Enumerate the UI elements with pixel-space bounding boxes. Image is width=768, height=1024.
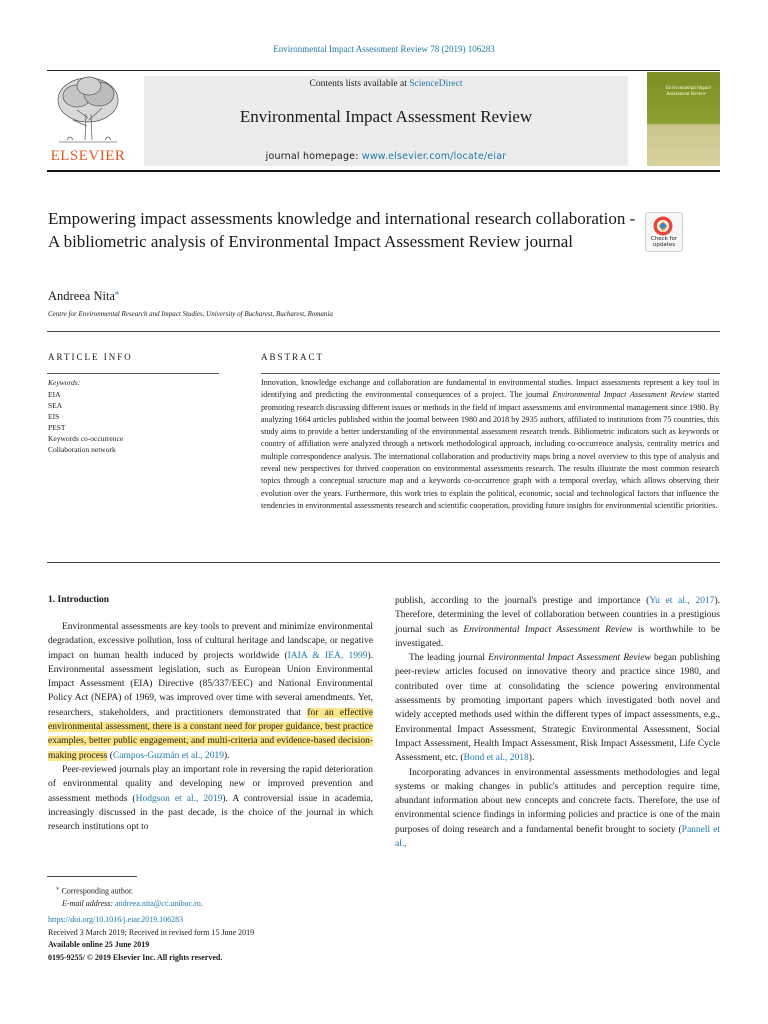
copyright-notice: 0195-9255/ © 2019 Elsevier Inc. All rights reserved. bbox=[48, 953, 223, 962]
abstract-divider bbox=[47, 562, 720, 563]
paragraph: publish, according to the journal's prestige and importance (Yu et al., 2017). Therefore, determining the level of collaboration between countries in a prestigious journal such as Environmental Impact Assessment Review is worthwhile to be investigated. bbox=[395, 596, 720, 649]
title-divider bbox=[47, 331, 720, 332]
paragraph: The leading journal Environmental Impact Assessment Review began publishing peer-review articles focused on innovative theory and practice since 1980, and contributed over time at consolidating the science powering environmental assessments by promoting important papers which investigated both novel and widely accepted methods used within the different types of impact assessments, e.g., Environmental Impact Assessment, Strategic Environmental Assessment, Social Impact Assessment, Health Impact Assessment, Risk Impact Assessment, Life Cycle Assessment, etc. (Bond et al., 2018). bbox=[395, 653, 720, 764]
keywords-label: Keywords: bbox=[48, 378, 81, 387]
citation-link[interactable]: Bond et al., 2018 bbox=[463, 753, 529, 764]
elsevier-tree-logo bbox=[47, 74, 129, 153]
abstract-body bbox=[261, 377, 719, 512]
crossmark-label: Check for updates bbox=[650, 236, 678, 248]
contents-prefix: Contents lists available at bbox=[309, 79, 410, 89]
journal-reference-link[interactable]: Environmental Impact Assessment Review 78 (2019) 106283 bbox=[273, 44, 495, 54]
footnote-rule bbox=[47, 876, 137, 877]
email-line: E-mail address: andreea.nita@cc.unibuc.ro. bbox=[62, 898, 203, 908]
abstract-text-part: Innovation, knowledge exchange and collaboration are fundamental in environmental studies. Impact assessments represent a key tool in identifying and predicting the environmental consequences of a project. The journal bbox=[261, 378, 719, 400]
citation-link[interactable]: Pannell et al., bbox=[395, 824, 720, 850]
sciencedirect-link[interactable]: ScienceDirect bbox=[409, 79, 463, 89]
article-dates bbox=[48, 927, 254, 951]
citation-link[interactable]: IAIA & IEA, 1999 bbox=[287, 650, 368, 661]
author-name bbox=[48, 288, 119, 304]
article-info-heading: ARTICLE INFO bbox=[48, 352, 133, 362]
citation-link[interactable]: Hodgson et al., 2019 bbox=[135, 793, 223, 804]
keyword-item: PEST bbox=[48, 423, 66, 432]
keyword-item: EIS bbox=[48, 412, 60, 421]
section-heading-introduction: 1. Introduction bbox=[48, 595, 110, 605]
email-link[interactable]: andreea.nita@cc.unibuc.ro bbox=[115, 898, 201, 908]
header-top-rule bbox=[47, 70, 720, 71]
abstract-journal-name: Environmental Impact Assessment Review bbox=[552, 390, 694, 400]
article-title: Empowering impact assessments knowledge and international research collaboration - A bibliometric analysis of Environmental Impact Assessment Review journal bbox=[48, 209, 636, 251]
keywords-list bbox=[48, 389, 123, 455]
footnote bbox=[48, 882, 203, 910]
contents-availability bbox=[144, 79, 628, 89]
keyword-item: SEA bbox=[48, 401, 63, 410]
citation-link[interactable]: Campos-Guzmán et al., 2019 bbox=[112, 750, 224, 761]
journal-title: Environmental Impact Assessment Review bbox=[239, 107, 533, 126]
keyword-item: EIA bbox=[48, 390, 61, 399]
journal-homepage bbox=[144, 151, 628, 162]
author-text: Andreea Nita bbox=[48, 289, 115, 304]
article-info-rule bbox=[47, 373, 219, 374]
corresponding-author-note: ⁎ Corresponding author. bbox=[56, 884, 134, 896]
paragraph: Environmental assessments are key tools to prevent and minimize environmental degradation, excessive pollution, loss of cultural heritage and landscape, or negative impact on human health induced by projects worldwide (IAIA & IEA, 1999). Environmental assessment legislation, such as European Union Environmental Impact Assessment (EIA) Directive (85/337/EEC) and National Environmental Policy Act (NEPA) of 1969, was improved over time with several amendments. Yet, researchers, stakeholders, and practitioners demonstrated that for an effective environmental assessment, there is a constant need for proper guidance, best practice examples, better public engagement, and multi-criteria and evidence-based decision-making process (Campos-Guzmán et al., 2019). bbox=[48, 622, 373, 761]
corresponding-author-marker[interactable]: ⁎ bbox=[114, 288, 119, 297]
keyword-item: Keywords co-occurrence bbox=[48, 434, 124, 443]
homepage-prefix: journal homepage: bbox=[265, 151, 362, 162]
abstract-text-part: started promoting research discussing different issues or methods in the field of impact assessments and environmental management since 1980. By analyzing 1664 articles published within the journal between 1980 and 2018 by 2935 authors, affiliated to institutions from 75 countries, this study aims to provide a better understanding of the environmental assessment research trends. Bibliometric indicators such as keywords or country of affiliation were analyzed through a network methodological approach, including co-occurrence analysis, centrality metrics and multiple correspondence analysis. The international collaboration and productivity maps bring a novel overview to this type of analysis and reveal new perspectives for thrived cooperation on environmental assessments research. The results illustrate the most common research topics through a conceptual structure map and a keywords co-occurrence graph with a temporal overlay, which allows observing their evolution over the years. Furthermore, this work tries to explain the political, economic, social and technological factors that influence the tendencies in environmental assessments research and scientific cooperation, providing future insights for environmental scientific priorities. bbox=[261, 390, 719, 510]
body-right-column bbox=[395, 594, 720, 851]
highlighted-text[interactable]: for an effective environmental assessment, there is a constant need for proper guidance, best practice examples, better public engagement, and multi-criteria and evidence-based decision-making process bbox=[48, 707, 373, 761]
keyword-item: Collaboration network bbox=[48, 445, 116, 454]
doi-link[interactable]: https://doi.org/10.1016/j.eiar.2019.106283 bbox=[48, 915, 184, 924]
header-bottom-rule bbox=[47, 170, 720, 172]
author-affiliation: Centre for Environmental Research and Impact Studies, University of Bucharest, Bucharest, Romania bbox=[48, 310, 333, 318]
available-online-date: Available online 25 June 2019 bbox=[48, 940, 150, 949]
received-dates: Received 3 March 2019; Received in revised form 15 June 2019 bbox=[48, 928, 255, 937]
citation-link[interactable]: Yu et al., 2017 bbox=[649, 596, 715, 606]
abstract-rule bbox=[261, 373, 720, 374]
paragraph: Peer-reviewed journals play an important role in reversing the rapid deterioration of environmental quality and developing new or improved prevention and assessment methods (Hodgson et al., 2019). A controversial issue in academia, increasingly discussed in the past decade, is the choice of the journal in which research institutions opt to bbox=[48, 764, 373, 833]
journal-cover-title: Environmental Impact Assessment Review bbox=[666, 86, 711, 97]
paragraph: Incorporating advances in environmental assessments methodologies and legal systems or making changes in public's attitudes and perception require time, abundant information about new concepts and concrete facts. Therefore, the use of environmental science findings in informing policies and practice is one of the main purposes of doing research and a fundamental benefit brought to society (Pannell et al., bbox=[395, 767, 720, 850]
body-left-column bbox=[48, 620, 373, 834]
abstract-heading: ABSTRACT bbox=[261, 352, 325, 362]
homepage-link[interactable]: www.elsevier.com/locate/eiar bbox=[361, 151, 507, 162]
elsevier-wordmark: ELSEVIER bbox=[50, 148, 126, 164]
